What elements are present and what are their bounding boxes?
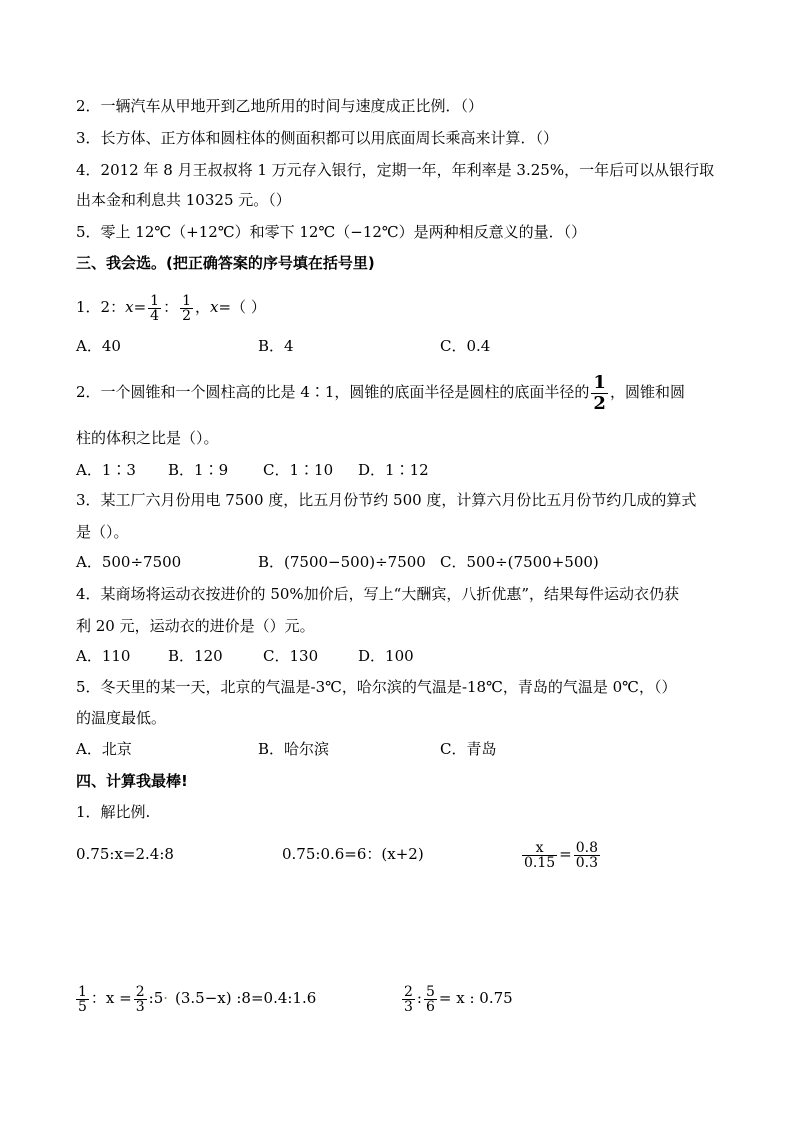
e4-den2: 3	[135, 998, 145, 1015]
section-3-heading: 三、我会选。(把正确答案的序号填在括号里)	[76, 254, 375, 272]
q1-eq: =	[133, 298, 147, 316]
q2-option-a: A．1∶3	[76, 461, 136, 479]
q1-var-2: x	[210, 298, 219, 316]
q2-option-d: D．1∶12	[358, 461, 429, 479]
q5-option-a: A．北京	[76, 740, 132, 758]
q1-var: x	[125, 298, 134, 316]
judge-item-4-line2: 出本金和利息共 10325 元。（）	[76, 191, 291, 209]
e6-num2: 5	[425, 983, 435, 1000]
e3-num: x	[522, 841, 557, 856]
judge-item-5: 5．零上 12℃（+12℃）和零下 12℃（−12℃）是两种相反意义的量．（）	[76, 223, 587, 241]
q1-fraction-1	[148, 294, 161, 323]
calc-title: 1．解比例.	[76, 803, 151, 821]
calc-eq-1: 0.75:x=2.4:8	[76, 845, 174, 863]
q4-option-d: D．100	[358, 647, 414, 665]
calc-eq-6	[400, 978, 513, 1018]
q1-option-c: C．0.4	[440, 337, 491, 355]
e3-fraction-left	[522, 841, 557, 870]
choice-q5-line1: 5．冬天里的某一天，北京的气温是-3℃，哈尔滨的气温是-18℃，青岛的气温是 0℃，（）	[76, 678, 677, 696]
q3-option-b: B．(7500−500)÷7500	[258, 553, 426, 571]
calc-eq-3	[520, 834, 602, 874]
choice-q5-line2: 的温度最低。	[76, 709, 167, 727]
q1-option-a: A．40	[76, 337, 121, 355]
e4-fraction-1	[76, 985, 89, 1014]
q1-post: ，	[195, 298, 211, 316]
q1-f2-num: 1	[182, 292, 191, 309]
choice-q4-line1: 4．某商场将运动衣按进价的 50%加价后，写上“大酬宾，八折优惠”，结果每件运动衣仍获	[76, 585, 679, 603]
e6-a: :	[416, 989, 422, 1007]
q1-tail: =（ ）	[218, 298, 266, 316]
e6-b: = x : 0.75	[438, 989, 513, 1007]
q1-option-b: B．4	[258, 337, 294, 355]
e6-fraction-2	[424, 985, 437, 1014]
e3-num2: 0.8	[575, 839, 599, 856]
e6-den: 3	[404, 998, 413, 1015]
choice-q3-line2: 是（）。	[76, 523, 129, 541]
q1-f1-num: 1	[150, 292, 160, 309]
e4-num2: 2	[135, 983, 145, 1000]
section-4-heading: 四、计算我最棒!	[76, 772, 188, 790]
e3-den: 0.15	[524, 854, 556, 871]
judge-item-4-line1: 4．2012 年 8 月王叔叔将 1 万元存入银行，定期一年，年利率是 3.25%，一年后可以从银行取	[76, 161, 715, 179]
q1-fraction-2	[180, 294, 193, 323]
e3-eq: =	[559, 845, 572, 863]
judge-item-3: 3．长方体、正方体和圆柱体的侧面积都可以用底面周长乘高来计算．（）	[76, 129, 559, 147]
q2-f-den: 2	[593, 392, 606, 414]
choice-q4-line2: 利 20 元，运动衣的进价是（）元。	[76, 617, 315, 635]
e3-fraction-right	[574, 841, 600, 870]
e4-den: 5	[78, 998, 87, 1015]
q5-option-c: C．青岛	[440, 740, 497, 758]
e4-fraction-2	[134, 985, 147, 1014]
q4-option-c: C．130	[263, 647, 319, 665]
choice-q2-line1	[76, 370, 685, 414]
e4-num: 1	[78, 983, 87, 1000]
q1-f2-den: 2	[182, 307, 191, 324]
e4-b: :5	[148, 989, 164, 1007]
judge-item-2: 2．一辆汽车从甲地开到乙地所用的时间与速度成正比例．（）	[76, 97, 484, 115]
e4-a: ：x =	[90, 989, 132, 1007]
choice-q1	[76, 290, 266, 324]
q2-option-c: C．1∶10	[263, 461, 334, 479]
q2-after: ，圆锥和圆	[609, 383, 685, 401]
e4-dot: ·	[163, 989, 169, 1007]
e6-den2: 6	[425, 998, 435, 1015]
q3-option-c: C．500÷(7500+500)	[440, 553, 599, 571]
q2-f-num: 1	[593, 371, 606, 393]
calc-eq-5: (3.5−x) :8=0.4:1.6	[175, 989, 317, 1007]
q2-option-b: B．1∶9	[168, 461, 229, 479]
choice-q2-line2: 柱的体积之比是（）。	[76, 429, 219, 447]
choice-q3-line1: 3．某工厂六月份用电 7500 度，比五月份节约 500 度，计算六月份比五月份节约几成的算式	[76, 491, 697, 509]
q4-option-a: A．110	[76, 647, 131, 665]
q4-option-b: B．120	[168, 647, 223, 665]
e6-num: 2	[404, 983, 413, 1000]
calc-eq-2: 0.75:0.6=6：(x+2)	[282, 845, 424, 863]
q2-fraction	[591, 373, 608, 414]
e6-fraction-1	[402, 985, 415, 1014]
q5-option-b: B．哈尔滨	[258, 740, 330, 758]
q1-f1-den: 4	[150, 307, 160, 324]
q1-pre: 1．2：	[76, 298, 126, 316]
e3-den2: 0.3	[575, 854, 599, 871]
q2-text: 2．一个圆锥和一个圆柱高的比是 4∶1，圆锥的底面半径是圆柱的底面半径的	[76, 383, 590, 401]
q1-mid: ：	[163, 298, 179, 316]
calc-eq-4	[74, 978, 168, 1018]
q3-option-a: A．500÷7500	[76, 553, 182, 571]
